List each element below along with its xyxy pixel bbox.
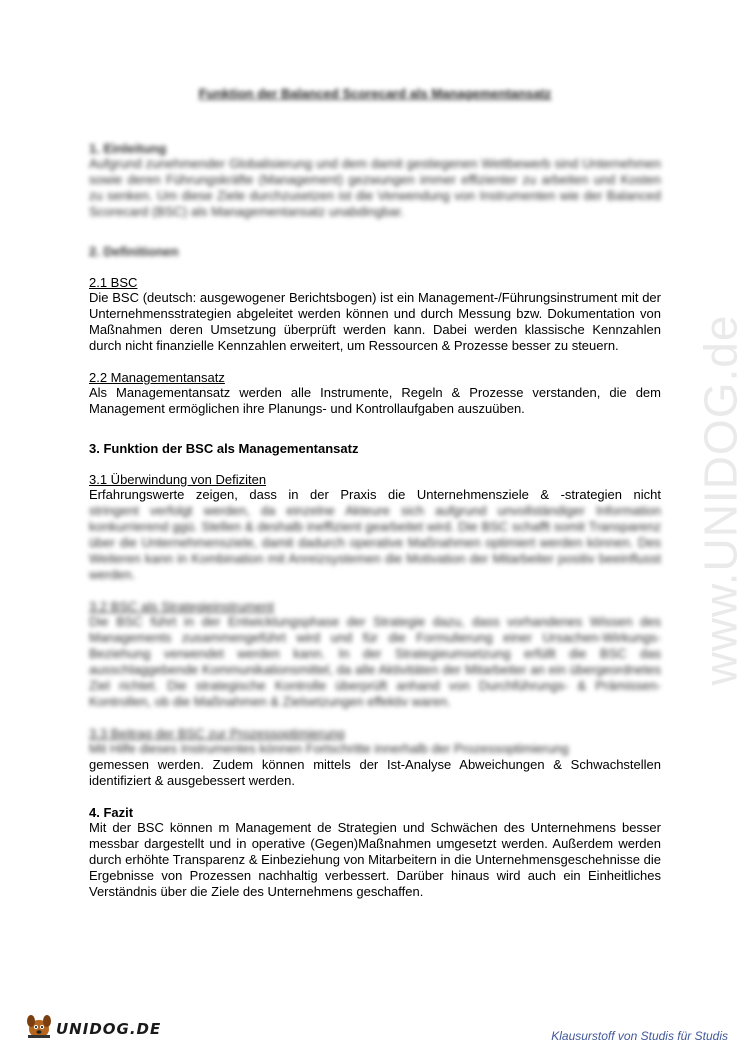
intro-heading: 1. Einleitung (89, 141, 167, 156)
section-3-3-text: gemessen werden. Zudem können mittels der Ist-Analyse Abweichungen & Schwachstellen identifiziert & ausgebessert werden. (89, 757, 661, 788)
bsc-text: Die BSC (deutsch: ausgewogener Berichtsbogen) ist ein Management-/Führungsinstrument mit der Unternehmensstrategien abgeleitet werden können und durch Messung bzw. Dokumentation von Maßnahmen deren Umsetzung überprüft werden kann. Dabei werden klassische Kennzahlen durch nicht finanzielle Kennzahlen erweitert, um Ressourcen & Prozesse besser zu steuern. (89, 290, 661, 353)
fazit-heading: 4. Fazit (89, 805, 134, 820)
managementansatz-text: Als Managementansatz werden alle Instrumente, Regeln & Prozesse verstanden, die dem Management ermöglichen ihre Planungs- und Kontrollaufgaben auszuüben. (89, 385, 661, 416)
section-3-3-blurred-line: Mit Hilfe dieses Instrumentes können Fortschritte innerhalb der Prozessoptimierung (89, 741, 569, 756)
definitions-heading: 2. Definitionen (89, 244, 179, 259)
document-title: Funktion der Balanced Scorecard als Managementansatz (198, 86, 552, 101)
bsc-heading: 2.1 BSC (89, 275, 138, 290)
intro-text: Aufgrund zunehmender Globalisierung und dem damit gestiegenen Wettbewerb sind Unternehmen sowie deren Führungskräfte (Management) gezwungen immer effizienter zu arbeiten und Kosten zu senken. Um diese Ziele durchzusetzen ist die Verwendung von Instrumenten wie der Balanced Scorecard (BSC) als Managementansatz unabdingbar. (89, 156, 661, 219)
logo-text: UNIDOG.DE (56, 1019, 162, 1038)
section-3-1-text: stringent verfolgt werden, da einzelne Akteure sich aufgrund unvollständiger Information konkurrierend ggü. Stellen & deshalb ineffizient gearbeitet wird. Die BSC schafft somit Transparenz über die Unternehmensziele, damit dadurch operative Maßnahmen optimiert werden können. Des Weiteren kann in Kombination mit Anreizsystemen die Motivation der Mitarbeiter positiv beeinflusst werden. (89, 503, 661, 582)
fazit-text: Mit der BSC können m Management de Strategien und Schwächen des Unternehmens besser messbar dargestellt und in operative (Gegen)Maßnahmen umgesetzt werden. Außerdem werden durch erhöhte Transparenz & Einbeziehung von Mitarbeitern in die Unternehmensgeschehnisse die Ergebnisse von Prozessen nachhaltig verbessert. Darüber hinaus wird auch ein Einheitliches Verständnis über die Ziele des Unternehmens geschaffen. (89, 820, 661, 899)
document-body (89, 86, 661, 900)
section-3-1-first-line: Erfahrungswerte zeigen, dass in der Praxis die Unternehmensziele & -strategien nicht (89, 487, 661, 502)
footer-logo (24, 1012, 161, 1045)
function-heading: 3. Funktion der BSC als Managementansatz (89, 441, 359, 456)
section-3-3-heading: 3.3 Beitrag der BSC zur Prozessoptimierung (89, 726, 345, 741)
section-3-1-heading: 3.1 Überwindung von Defiziten (89, 472, 267, 487)
watermark-text: www.UNIDOG.de (694, 314, 747, 686)
dog-mascot-icon (24, 1012, 54, 1045)
footer-tagline: Klausurstoff von Studis für Studis (551, 1029, 728, 1043)
intro-section (89, 141, 661, 220)
section-3-2-heading: 3.2 BSC als Strategieinstrument (89, 599, 274, 614)
section-3-2 (89, 599, 661, 710)
managementansatz-heading: 2.2 Managementansatz (89, 370, 225, 385)
section-3-2-text: Die BSC führt in der Entwicklungsphase der Strategie dazu, dass vorhandenes Wissen des Managements zusammengeführt wird und für die Formulierung einer Ursachen-Wirkungs-Beziehung verwendet werden kann. In der Strategieumsetzung erfüllt die BSC das ausschlaggebende Kommunikationsmittel, da alle Aktivitäten der Mitarbeiter an ein übergeordnetes Ziel richtet. Die strategische Kontrolle überprüft anhand von Durchführungs- & Prämissen-Kontrollen, ob die Maßnahmen & Zielsetzungen effektiv waren. (89, 614, 661, 709)
